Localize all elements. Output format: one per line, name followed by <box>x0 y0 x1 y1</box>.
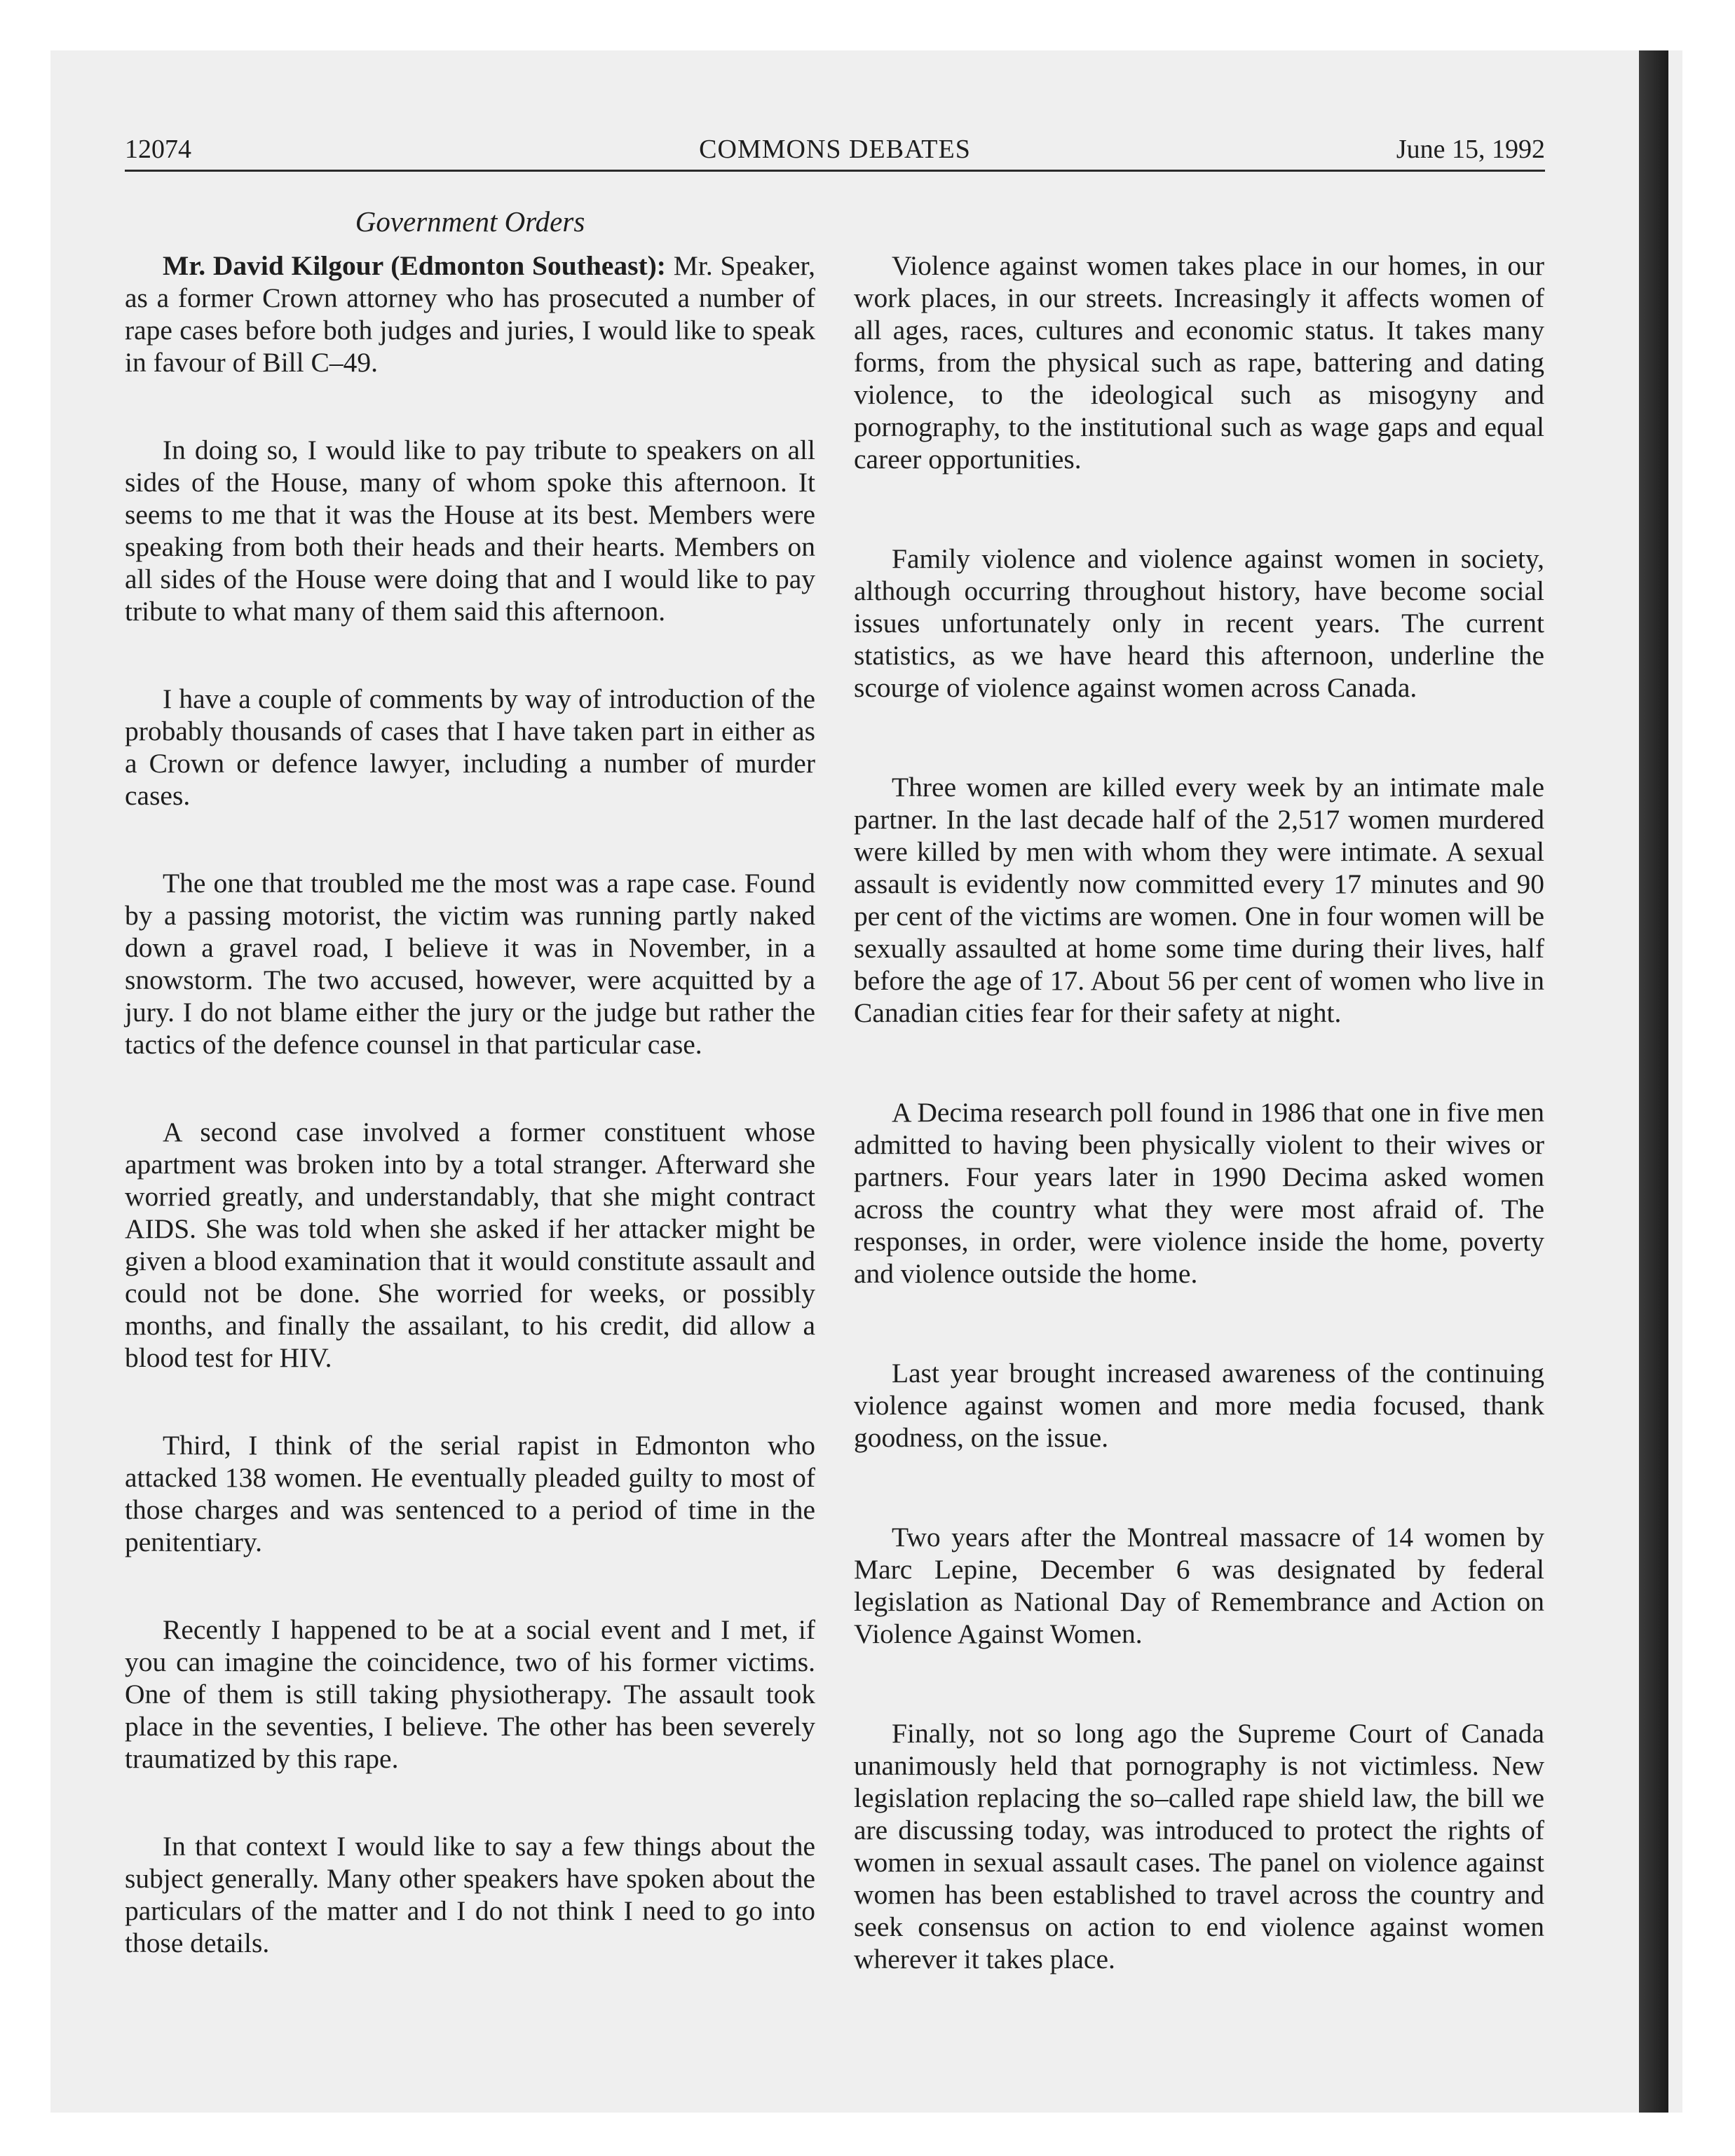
scan-edge-shadow <box>1639 50 1668 2113</box>
paragraph: Last year brought increased awareness of the continuing violence against women and more media focused, thank goodness, on the issue. <box>854 1358 1544 1453</box>
right-column <box>854 250 1544 2042</box>
left-column <box>125 250 815 2014</box>
publication-title: COMMONS DEBATES <box>699 135 971 164</box>
paragraph: Third, I think of the serial rapist in Edmonton who attacked 138 women. He eventually pleaded guilty to most of those charges and was sentenced to a period of time in the penitentiary. <box>125 1430 815 1557</box>
speaker-name: Mr. David Kilgour (Edmonton Southeast): <box>163 250 666 281</box>
paragraph: A Decima research poll found in 1986 that one in five men admitted to having been physically violent to their wives or partners. Four years later in 1990 Decima asked women across the country what they were most afraid of. The responses, in order, were violence inside the home, poverty and violence outside the home. <box>854 1097 1544 1289</box>
publication-date: June 15, 1992 <box>1396 135 1545 164</box>
paragraph: A second case involved a former constituent whose apartment was broken into by a total stranger. Afterward she worried greatly, and understandably, that she might contract AIDS. She was told when she asked if her attacker might be given a blood examination that it would constitute assault and could not be done. She worried for weeks, or possibly months, and finally the assailant, to his credit, did allow a blood test for HIV. <box>125 1117 815 1373</box>
paragraph: Recently I happened to be at a social event and I met, if you can imagine the coincidence, two of his former victims. One of them is still taking physiotherapy. The assault took place in the seventies, I believe. The other has been severely traumatized by this rape. <box>125 1614 815 1774</box>
paragraph-text: Mr. Speaker, as a former Crown attorney who has prosecuted a number of rape cases before both judges and juries, I would like to speak in favour of Bill C–49. <box>125 250 816 378</box>
paragraph: Two years after the Montreal massacre of 14 women by Marc Lepine, December 6 was designated by federal legislation as National Day of Remembrance and Action on Violence Against Women. <box>854 1522 1544 1649</box>
paragraph: Three women are killed every week by an intimate male partner. In the last decade half of the 2,517 women murdered were killed by men with whom they were intimate. A sexual assault is evidently now committed every 17 minutes and 90 per cent of the victims are women. One in four women will be sexually assaulted at home some time during their lives, half before the age of 17. About 56 per cent of women who live in Canadian cities fear for their safety at night. <box>854 772 1544 1028</box>
paragraph: The one that troubled me the most was a rape case. Found by a passing motorist, the victim was running partly naked down a gravel road, I believe it was in November, in a snowstorm. The two accused, however, were acquitted by a jury. I do not blame either the jury or the judge but rather the tactics of the defence counsel in that particular case. <box>125 868 815 1060</box>
page-number: 12074 <box>125 135 191 164</box>
paragraph: Finally, not so long ago the Supreme Court of Canada unanimously held that pornography is not victimless. New legislation replacing the so–called rape shield law, the bill we are discussing today, was introduced to protect the rights of women in sexual assault cases. The panel on violence against women has been established to travel across the country and seek consensus on action to end violence against women wherever it takes place. <box>854 1718 1544 1974</box>
paragraph: Violence against women takes place in our homes, in our work places, in our streets. Increasingly it affects women of all ages, races, cultures and economic status. It takes many forms, from the physical such as rape, battering and dating violence, to the ideological such as misogyny and pornography, to the institutional such as wage gaps and equal career opportunities. <box>854 250 1544 475</box>
paragraph: In doing so, I would like to pay tribute to speakers on all sides of the House, many of whom spoke this afternoon. It seems to me that it was the House at its best. Members were speaking from both their heads and their hearts. Members on all sides of the House were doing that and I would like to pay tribute to what many of them said this afternoon. <box>125 435 815 627</box>
paragraph: In that context I would like to say a few things about the subject generally. Many other speakers have spoken about the particulars of the matter and I do not think I need to go into those details. <box>125 1831 815 1958</box>
paragraph <box>125 250 815 378</box>
paragraph: Family violence and violence against women in society, although occurring throughout history, have become social issues unfortunately only in recent years. The current statistics, as we have heard this afternoon, underline the scourge of violence against women across Canada. <box>854 543 1544 703</box>
page-header <box>125 128 1545 170</box>
paragraph: I have a couple of comments by way of introduction of the probably thousands of cases that I have taken part in either as a Crown or defence lawyer, including a number of murder cases. <box>125 683 815 811</box>
header-rule <box>125 170 1545 172</box>
section-title: Government Orders <box>355 205 585 238</box>
